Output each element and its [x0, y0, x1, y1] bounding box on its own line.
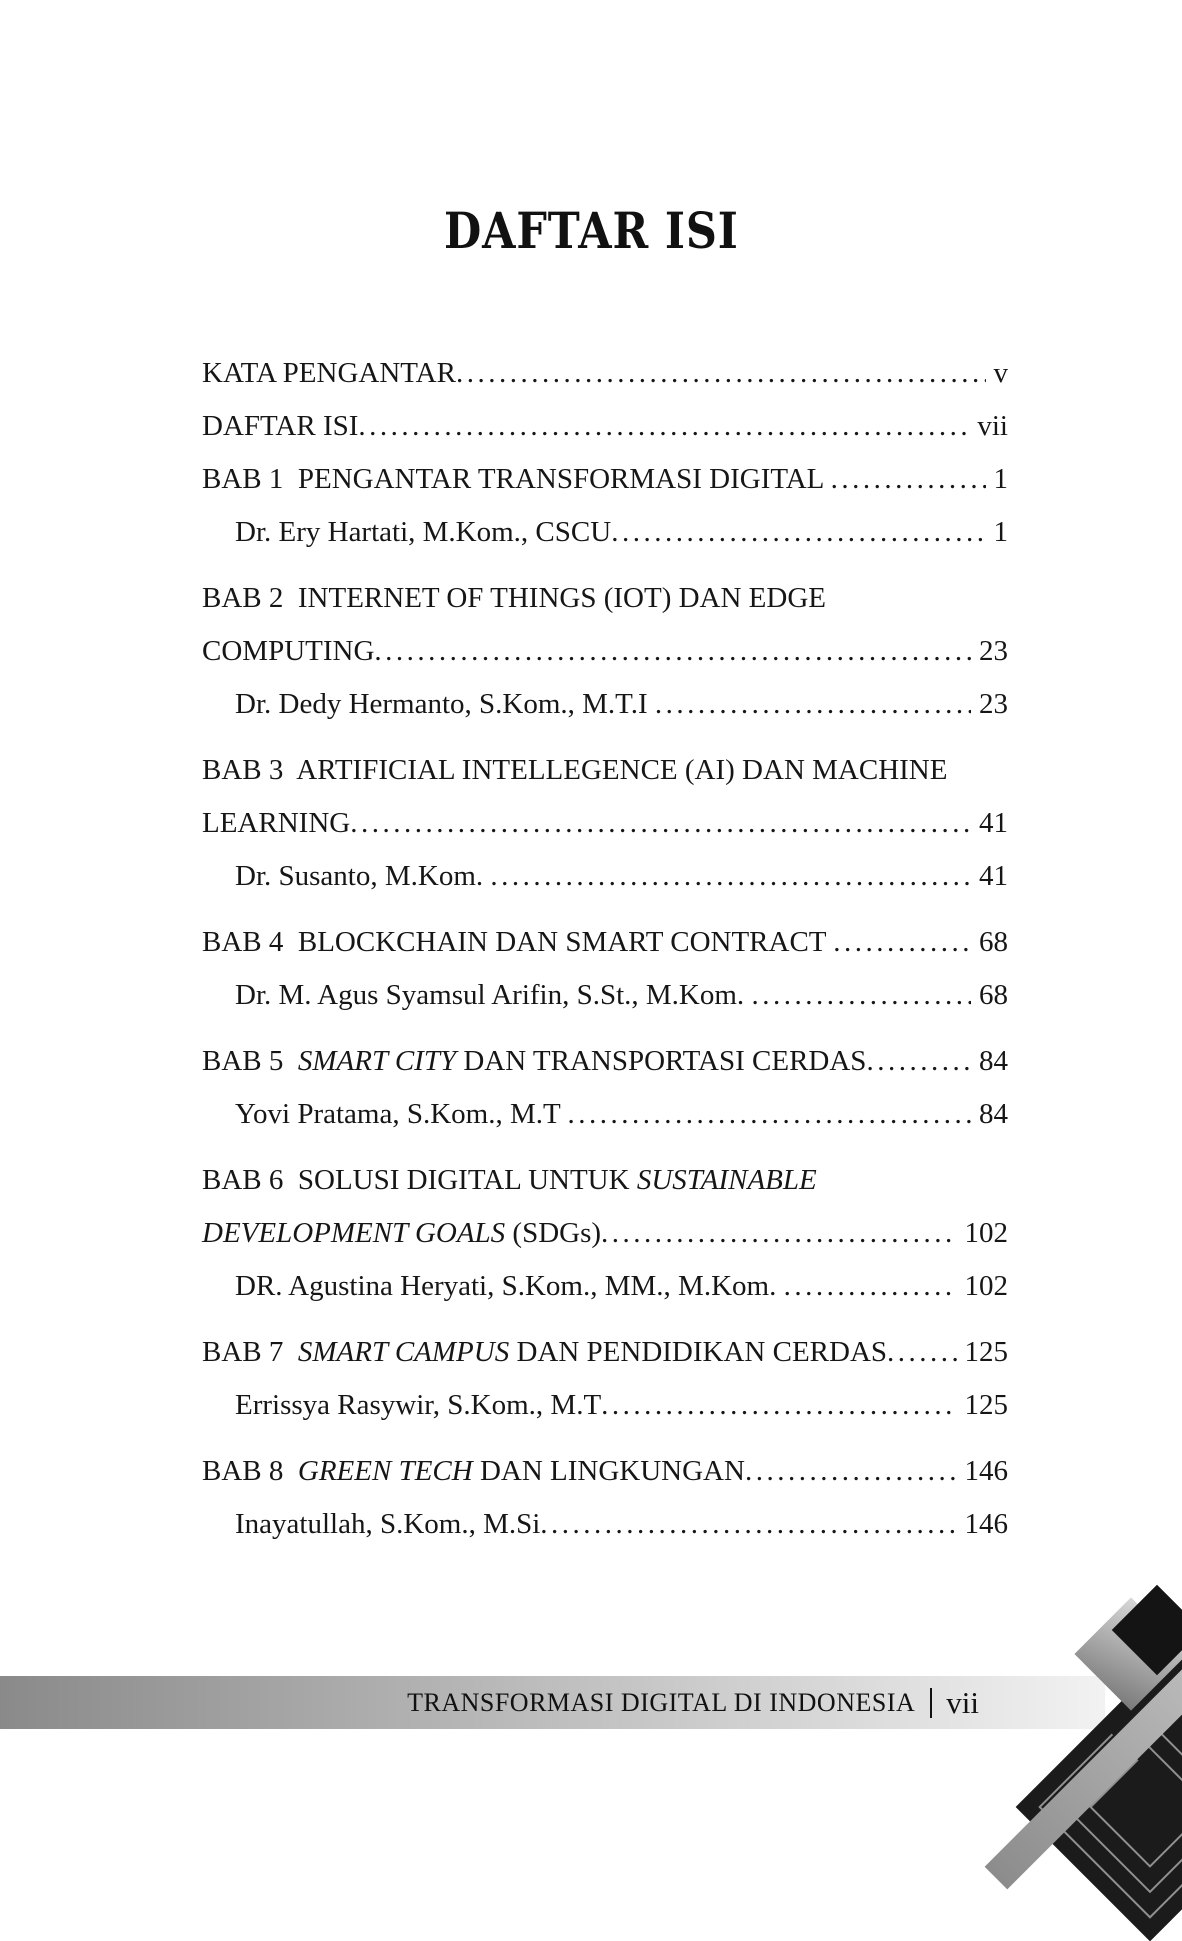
- toc-page-number: 68: [979, 979, 1008, 1011]
- toc-entry-label: [202, 916, 833, 969]
- toc-page-number: 125: [964, 1389, 1008, 1421]
- toc-entry-text: BAB 2 INTERNET OF THINGS (IOT) DAN EDGE: [202, 582, 826, 614]
- toc-entry-label: [202, 1326, 887, 1379]
- toc-page-number: 41: [979, 860, 1008, 892]
- dot-leader: [601, 1379, 956, 1432]
- toc-row: [202, 797, 1008, 850]
- toc-entry-text: DAN TRANSPORTASI CERDAS: [456, 1045, 867, 1077]
- toc-row: [202, 850, 1008, 903]
- toc-entry-text: COMPUTING: [202, 635, 375, 667]
- toc-entry-label: [202, 797, 350, 850]
- toc-entry-label: [235, 1260, 784, 1313]
- toc-page-number: 102: [964, 1217, 1008, 1249]
- footer-book-title: TRANSFORMASI DIGITAL DI INDONESIA: [407, 1687, 916, 1717]
- toc-row: [202, 1498, 1008, 1551]
- toc-entry-text: Dr. Ery Hartati, M.Kom., CSCU: [235, 516, 612, 548]
- toc-entry-label: [235, 1088, 567, 1141]
- dot-leader: [350, 797, 971, 850]
- toc-entry-label: [235, 969, 751, 1022]
- page-title: [0, 203, 1182, 259]
- toc-entry-text: Dr. Susanto, M.Kom.: [235, 860, 491, 892]
- toc-row: [202, 506, 1008, 559]
- dot-leader: [611, 506, 985, 559]
- toc-list: [202, 347, 1008, 1551]
- toc-page-number: vii: [977, 410, 1008, 442]
- toc-row: [202, 1379, 1008, 1432]
- toc-entry-label: [202, 453, 831, 506]
- toc-entry-text: BAB 6 SOLUSI DIGITAL UNTUK: [202, 1164, 637, 1196]
- toc-page-number: 1: [993, 463, 1008, 495]
- toc-page-number: 102: [964, 1270, 1008, 1302]
- toc-entry-text: LEARNING: [202, 807, 351, 839]
- toc-entry-text: Dr. M. Agus Syamsul Arifin, S.St., M.Kom.: [235, 979, 752, 1011]
- toc-entry-label: [235, 1498, 540, 1551]
- toc-entry-text: BAB 5: [202, 1045, 298, 1077]
- toc-entry-italic-text: SMART CITY: [297, 1045, 457, 1077]
- dot-leader: [833, 916, 971, 969]
- toc-page-number: 68: [979, 926, 1008, 958]
- toc-row: [202, 1326, 1008, 1379]
- toc-entry-text: (SDGs): [505, 1217, 602, 1249]
- toc-row: [202, 969, 1008, 1022]
- toc-entry-text: BAB 7: [202, 1336, 298, 1368]
- dot-leader: [567, 1088, 971, 1141]
- toc-entry-italic-text: SUSTAINABLE: [636, 1164, 817, 1196]
- toc-row: [202, 572, 1008, 625]
- toc-row: [202, 1445, 1008, 1498]
- toc-page-number: 84: [979, 1098, 1008, 1130]
- toc-entry-italic-text: DEVELOPMENT GOALS: [202, 1217, 506, 1249]
- toc-page-number: 23: [979, 635, 1008, 667]
- page-title-text: DAFTAR ISI: [443, 201, 739, 260]
- dot-leader: [831, 453, 986, 506]
- toc-entry-text: Errissya Rasywir, S.Kom., M.T: [235, 1389, 602, 1421]
- toc-entry-italic-text: SMART CAMPUS: [297, 1336, 510, 1368]
- toc-entry-text: BAB 4 BLOCKCHAIN DAN SMART CONTRACT: [202, 926, 834, 958]
- toc-entry-label: [202, 744, 947, 797]
- dot-leader: [745, 1445, 957, 1498]
- toc-page-number: 146: [964, 1455, 1008, 1487]
- toc-entry-label: [235, 678, 655, 731]
- toc-entry-label: [235, 506, 611, 559]
- toc-entry-text: Yovi Pratama, S.Kom., M.T: [235, 1098, 568, 1130]
- toc-entry-text: BAB 8: [202, 1455, 298, 1487]
- toc-row: [202, 453, 1008, 506]
- toc-row: [202, 1088, 1008, 1141]
- toc-entry-label: [202, 625, 374, 678]
- dot-leader: [784, 1260, 957, 1313]
- dot-leader: [751, 969, 971, 1022]
- toc-page-number: 1: [993, 516, 1008, 548]
- toc-row: [202, 744, 1008, 797]
- toc-page-number: 84: [979, 1045, 1008, 1077]
- footer-page-number: vii: [946, 1684, 979, 1720]
- dot-leader: [887, 1326, 956, 1379]
- toc-entry-text: Dr. Dedy Hermanto, S.Kom., M.T.I: [235, 688, 655, 720]
- toc-entry-italic-text: GREEN TECH: [297, 1455, 473, 1487]
- toc-entry-label: [202, 572, 826, 625]
- toc-entry-text: DAN LINGKUNGAN: [472, 1455, 745, 1487]
- toc-row: [202, 625, 1008, 678]
- toc-row: [202, 1154, 1008, 1207]
- dot-leader: [866, 1035, 971, 1088]
- footer-separator: [930, 1688, 932, 1718]
- toc-row: [202, 347, 1008, 400]
- footer-bar: [0, 1676, 1105, 1729]
- dot-leader: [540, 1498, 956, 1551]
- toc-page-number: v: [993, 357, 1008, 389]
- toc-entry-text: DAN PENDIDIKAN CERDAS: [509, 1336, 888, 1368]
- toc-row: [202, 1207, 1008, 1260]
- toc-page-number: 41: [979, 807, 1008, 839]
- toc-entry-text: BAB 1 PENGANTAR TRANSFORMASI DIGITAL: [202, 463, 831, 495]
- dot-leader: [601, 1207, 956, 1260]
- dot-leader: [374, 625, 971, 678]
- dot-leader: [456, 347, 986, 400]
- toc-entry-label: [202, 1207, 601, 1260]
- dot-leader: [490, 850, 971, 903]
- toc-entry-label: [202, 1035, 866, 1088]
- toc-row: [202, 1260, 1008, 1313]
- corner-art: [982, 1562, 1182, 1812]
- toc-row: [202, 916, 1008, 969]
- toc-entry-label: [202, 1445, 745, 1498]
- dot-leader: [358, 400, 969, 453]
- dot-leader: [655, 678, 971, 731]
- toc-entry-text: BAB 3 ARTIFICIAL INTELLEGENCE (AI) DAN MACHINE: [202, 754, 948, 786]
- toc-entry-label: [202, 347, 456, 400]
- toc-entry-text: Inayatullah, S.Kom., M.Si: [235, 1508, 541, 1540]
- toc-row: [202, 1035, 1008, 1088]
- toc-entry-text: DR. Agustina Heryati, S.Kom., MM., M.Kom.: [235, 1270, 784, 1302]
- toc-page-number: 146: [964, 1508, 1008, 1540]
- toc-row: [202, 400, 1008, 453]
- toc-entry-label: [235, 850, 490, 903]
- toc-entry-text: DAFTAR ISI: [202, 410, 359, 442]
- toc-entry-text: KATA PENGANTAR: [202, 357, 456, 389]
- toc-entry-label: [202, 1154, 817, 1207]
- toc-entry-label: [235, 1379, 601, 1432]
- toc-entry-label: [202, 400, 358, 453]
- toc-page-number: 23: [979, 688, 1008, 720]
- toc-page-number: 125: [964, 1336, 1008, 1368]
- toc-row: [202, 678, 1008, 731]
